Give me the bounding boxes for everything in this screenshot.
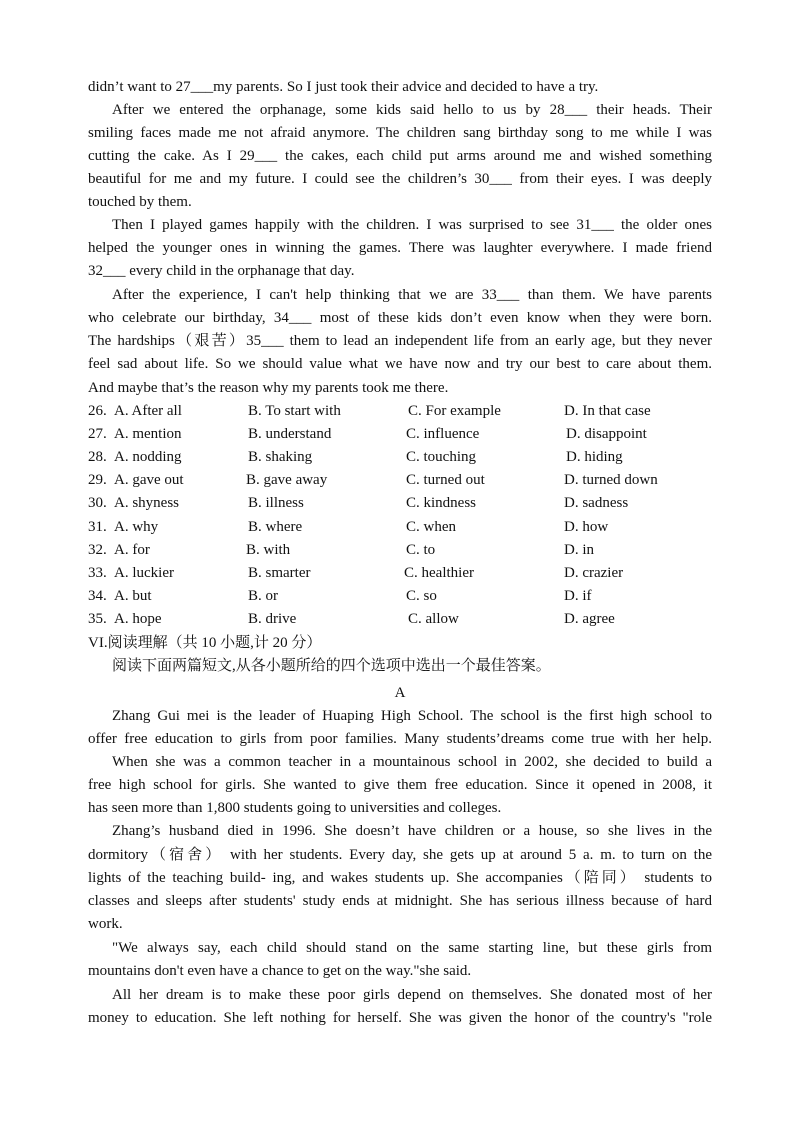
cloze-line: touched by them. [88, 194, 192, 210]
cloze-line: Then I played games happily with the children. I was surprised to see 31___ the older ones [112, 217, 712, 233]
passage-line: mountains don't even have a chance to get on the way."she said. [88, 963, 472, 979]
option-c[interactable]: C. so [406, 588, 437, 604]
option-a[interactable]: A. gave out [114, 472, 184, 488]
cloze-line: cutting the cake. As I 29___ the cakes, each child put arms around me and wished something [88, 148, 712, 164]
option-c[interactable]: C. For example [408, 403, 501, 419]
section-heading: VI.阅读理解（共 10 小题,计 20 分） [88, 635, 322, 651]
option-row [88, 516, 728, 539]
passage-label: A [394, 685, 406, 701]
option-d[interactable]: D. turned down [564, 472, 658, 488]
option-b[interactable]: B. To start with [248, 403, 341, 419]
option-d[interactable]: D. in [564, 542, 594, 558]
option-a[interactable]: A. After all [114, 403, 182, 419]
cloze-line: beautiful for me and my future. I could see the children’s 30___ from their eyes. I was deeply [88, 171, 712, 187]
option-d[interactable]: D. crazier [564, 565, 624, 581]
option-c[interactable]: C. to [406, 542, 436, 558]
passage-line: work. [88, 916, 123, 932]
question-number: 33. [88, 565, 107, 581]
option-d[interactable]: D. In that case [564, 403, 651, 419]
option-row [88, 400, 728, 423]
question-number: 35. [88, 611, 107, 627]
option-b[interactable]: B. or [248, 588, 278, 604]
option-c[interactable]: C. when [406, 519, 456, 535]
passage-line: lights of the teaching build- ing, and wakes students up. She accompanies（陪同） students to [88, 870, 712, 886]
cloze-line: didn’t want to 27___my parents. So I just took their advice and decided to have a try. [88, 79, 599, 95]
option-b[interactable]: B. smarter [248, 565, 311, 581]
option-d[interactable]: D. sadness [564, 495, 629, 511]
passage-line: free high school for girls. She wanted to give them free education. Since it opened in 2008, it [88, 777, 712, 793]
question-number: 27. [88, 426, 107, 442]
option-c[interactable]: C. healthier [404, 565, 474, 581]
option-c[interactable]: C. allow [408, 611, 459, 627]
option-d[interactable]: D. disappoint [566, 426, 647, 442]
question-number: 34. [88, 588, 107, 604]
question-number: 29. [88, 472, 107, 488]
option-c[interactable]: C. influence [406, 426, 480, 442]
option-a[interactable]: A. mention [114, 426, 182, 442]
option-c[interactable]: C. touching [406, 449, 476, 465]
option-c[interactable]: C. turned out [406, 472, 485, 488]
passage-line: All her dream is to make these poor girls depend on themselves. She donated most of her [112, 987, 712, 1003]
cloze-line: feel sad about life. So we should value what we have now and try our best to care about them. [88, 356, 712, 372]
passage-line: has seen more than 1,800 students going to universities and colleges. [88, 800, 502, 816]
passage-line: money to education. She left nothing for herself. She was given the honor of the country's "role [88, 1010, 712, 1026]
option-b[interactable]: B. understand [248, 426, 332, 442]
option-row [88, 585, 728, 608]
passage-line: "We always say, each child should stand on the same starting line, but these girls from [112, 940, 712, 956]
question-number: 30. [88, 495, 107, 511]
option-a[interactable]: A. but [114, 588, 152, 604]
option-a[interactable]: A. shyness [114, 495, 180, 511]
option-b[interactable]: B. where [248, 519, 303, 535]
option-b[interactable]: B. gave away [246, 472, 328, 488]
cloze-line: And maybe that’s the reason why my parents took me there. [88, 380, 449, 396]
option-d[interactable]: D. agree [564, 611, 615, 627]
option-a[interactable]: A. hope [114, 611, 162, 627]
question-number: 28. [88, 449, 107, 465]
option-row [88, 539, 728, 562]
option-d[interactable]: D. if [564, 588, 592, 604]
option-a[interactable]: A. luckier [114, 565, 174, 581]
option-row [88, 423, 728, 446]
question-number: 32. [88, 542, 107, 558]
cloze-line: After the experience, I can't help thinking that we are 33___ than them. We have parents [112, 287, 712, 303]
question-number: 31. [88, 519, 107, 535]
passage-line: offer free education to girls from poor families. Many students’dreams come true with her help. [88, 731, 712, 747]
passage-line: When she was a common teacher in a mountainous school in 2002, she decided to build a [112, 754, 712, 770]
option-row [88, 562, 728, 585]
cloze-line: helped the younger ones in winning the games. There was laughter everywhere. I made friend [88, 240, 712, 256]
option-a[interactable]: A. for [114, 542, 150, 558]
option-b[interactable]: B. with [246, 542, 291, 558]
option-row [88, 469, 728, 492]
option-row [88, 492, 728, 515]
cloze-line: who celebrate our birthday, 34___ most of these kids don’t even know when they were born. [88, 310, 712, 326]
section-instruction: 阅读下面两篇短文,从各小题所给的四个选项中选出一个最佳答案。 [112, 658, 551, 674]
cloze-line: smiling faces made me not afraid anymore. The children sang birthday song to me while I was [88, 125, 712, 141]
option-a[interactable]: A. nodding [114, 449, 182, 465]
option-c[interactable]: C. kindness [406, 495, 477, 511]
option-a[interactable]: A. why [114, 519, 159, 535]
passage-line: Zhang Gui mei is the leader of Huaping High School. The school is the first high school to [112, 708, 712, 724]
passage-line: dormitory（宿舍） with her students. Every day, she gets up at around 5 a. m. to turn on the [88, 847, 712, 863]
option-b[interactable]: B. drive [248, 611, 297, 627]
option-d[interactable]: D. how [564, 519, 609, 535]
cloze-line: 32___ every child in the orphanage that day. [88, 263, 355, 279]
option-b[interactable]: B. shaking [248, 449, 313, 465]
cloze-line: The hardships（艰苦）35___ them to lead an independent life from an early age, but they never [88, 333, 712, 349]
cloze-line: After we entered the orphanage, some kids said hello to us by 28___ their heads. Their [112, 102, 712, 118]
option-d[interactable]: D. hiding [566, 449, 623, 465]
option-row [88, 446, 728, 469]
option-row [88, 608, 728, 631]
passage-line: Zhang’s husband died in 1996. She doesn’t have children or a house, so she lives in the [112, 823, 712, 839]
option-b[interactable]: B. illness [248, 495, 304, 511]
question-number: 26. [88, 403, 107, 419]
passage-line: classes and sleeps after students' study ends at midnight. She has serious illness because of hard [88, 893, 712, 909]
